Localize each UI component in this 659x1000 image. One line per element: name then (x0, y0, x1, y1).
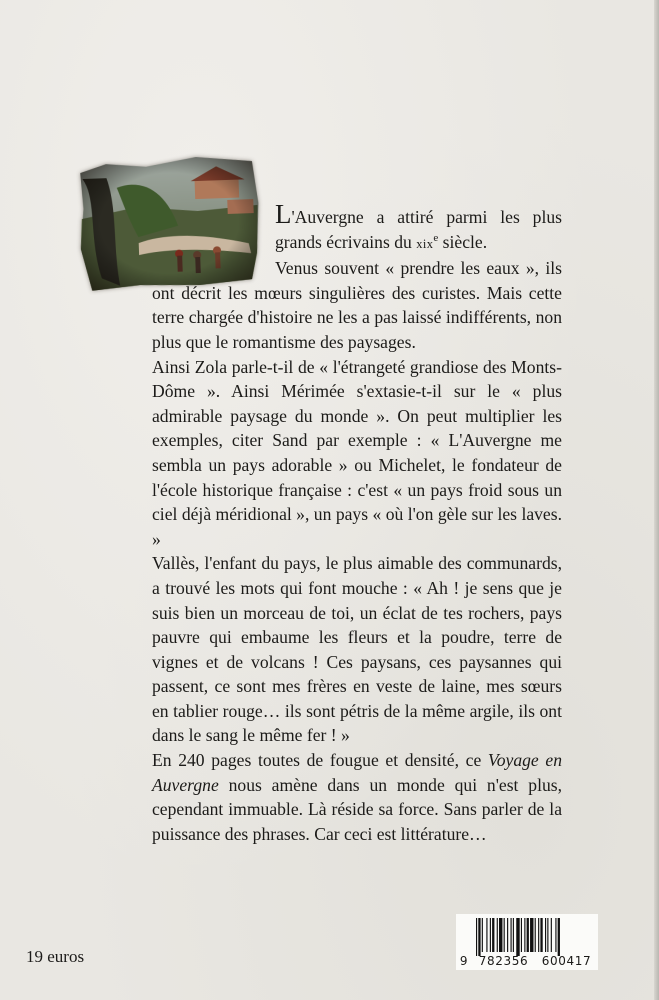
isbn-barcode (456, 914, 598, 970)
barcode-bar (504, 918, 505, 952)
barcode-bar (558, 918, 560, 956)
barcode-bars (476, 918, 594, 956)
barcode-bar (527, 918, 529, 952)
barcode-bar (513, 918, 514, 952)
barcode-bar (499, 918, 502, 952)
barcode-bar (538, 918, 539, 952)
paragraph-writers: Ainsi Zola parle-t-il de « l'étrangeté grandiose des Monts-Dôme ». Ainsi Mérimée s'extasie-t-il sur le « plus admirable paysage du monde ». On peut multiplier les exemples, citer Sand par exemple : « L'Auvergne me sembla un pays adorable » ou Michelet, le fondateur de l'école historique française : c'est « un pays froid sous un ciel déjà méridional », un pays « où l'on gèle sur les laves. » (152, 356, 562, 549)
barcode-bar (516, 918, 519, 956)
barcode-bar (490, 918, 491, 952)
back-cover-text (152, 199, 562, 846)
book-title: Voyage en Auvergne (152, 750, 562, 795)
paragraph-intro: L'Auvergne a attiré parmi les plus grands écrivains du xix$^e$ siècle. (275, 199, 562, 252)
price-label: 19 euros (26, 947, 85, 966)
barcode-bar (476, 918, 477, 956)
paragraph-valles: Vallès, l'enfant du pays, le plus aimable des communards, a trouvé les mots qui font mouche : « Ah ! je sens que je suis bien un morceau de toi, un éclat de tes rochers, pays pauvre qui embaume les fleurs et la poudre, terre de vignes et de volcans ! Ces paysans, ces paysannes qui passent, ce sont mes frères en veste de laine, mes sœurs en tablier rouge… ils sont pétris de la même argile, ils ont dans le sang le même fer ! » (152, 553, 562, 746)
barcode-bar (551, 918, 552, 952)
barcode-bar (497, 918, 498, 952)
barcode-bar (530, 918, 533, 952)
barcode-bar (545, 918, 546, 952)
barcode-bar (547, 918, 548, 952)
barcode-number (456, 954, 598, 968)
barcode-group-2: 600417 (541, 954, 592, 968)
barcode-lead-digit: 9 (459, 954, 469, 968)
century-numeral: xix (416, 236, 434, 251)
barcode-bar (478, 918, 480, 956)
barcode-bar (524, 918, 525, 952)
paragraph-curistes: Venus souvent « prendre les eaux », ils ont décrit les mœurs singulières des curistes. Mais cette terre chargée d'histoire ne les a pas laissé indifférents, non plus que le romantisme des paysages. (152, 258, 562, 352)
barcode-bar (555, 918, 556, 952)
barcode-bar (521, 918, 522, 952)
cover-edge (654, 0, 659, 1000)
barcode-bar (535, 918, 536, 952)
paragraph-conclusion: En 240 pages toutes de fougue et densité, ce Voyage en Auvergne nous amène dans un monde qui n'est plus, cependant immuable. Là réside sa force. Sans parler de la puissance des phrases. Car ceci est littérature… (152, 750, 562, 844)
barcode-bar (492, 918, 494, 952)
barcode-bar (482, 918, 483, 952)
barcode-bar (486, 918, 487, 952)
barcode-bar (511, 918, 512, 952)
barcode-bar (540, 918, 542, 952)
barcode-group-1: 782356 (478, 954, 529, 968)
barcode-bar (507, 918, 508, 952)
drop-cap: L (275, 199, 292, 229)
